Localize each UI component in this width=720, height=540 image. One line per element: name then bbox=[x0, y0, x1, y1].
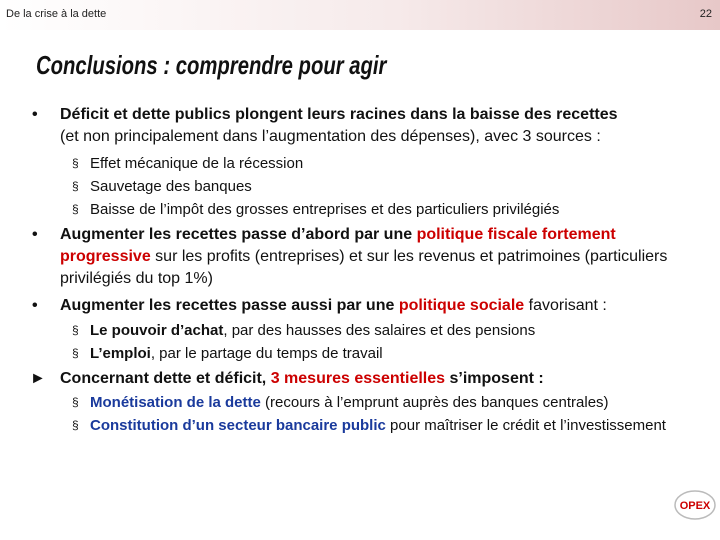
bullet-3 bbox=[30, 295, 700, 317]
header-bar bbox=[0, 0, 720, 30]
sub-item-bold: Le pouvoir d’achat bbox=[90, 322, 224, 339]
sub-marker: § bbox=[72, 323, 79, 337]
bullet-1-text-2: (et non principalement dans l’augmentation des dépenses), avec 3 sources : bbox=[60, 128, 601, 145]
sub-item-text: Baisse de l’impôt des grosses entreprises et des particuliers privilégiés bbox=[90, 201, 560, 218]
header-title: De la crise à la dette bbox=[6, 8, 107, 20]
sub-item bbox=[30, 199, 700, 220]
sub-item-text: pour maîtriser le crédit et l’investissement bbox=[385, 417, 666, 434]
sub-item bbox=[30, 343, 700, 364]
sub-marker: § bbox=[72, 202, 79, 216]
sub-marker: § bbox=[72, 395, 79, 409]
sub-item-blue: Constitution d’un secteur bancaire public bbox=[90, 417, 386, 434]
bullet-2-text-b: sur les profits (entreprises) et sur les revenus et patrimoines (particuliers privilégiés du top 1%) bbox=[60, 248, 668, 287]
slide-content bbox=[30, 104, 700, 438]
sub-item-blue: Monétisation de la dette bbox=[90, 394, 261, 411]
slide-title: Conclusions : comprendre pour agir bbox=[36, 50, 387, 80]
bullet-4 bbox=[30, 368, 700, 390]
opex-logo bbox=[672, 488, 718, 522]
sub-item-bold: L’emploi bbox=[90, 345, 151, 362]
bullet-3-highlight: politique sociale bbox=[398, 297, 525, 314]
sub-item-text: , par le partage du temps de travail bbox=[150, 345, 383, 362]
bullet-3-text-b: favorisant : bbox=[524, 297, 607, 314]
bullet-2-highlight: politique fiscale fortement progressive bbox=[60, 226, 616, 265]
bullet-1 bbox=[30, 104, 700, 148]
sub-item bbox=[30, 176, 700, 197]
sub-marker: § bbox=[72, 418, 79, 432]
sub-item bbox=[30, 415, 700, 436]
bullet-1-text: Déficit et dette publics plongent leurs racines dans la baisse des recettes bbox=[60, 106, 618, 123]
sub-marker: § bbox=[72, 179, 79, 193]
bullet-4-text-b: s’imposent : bbox=[445, 370, 544, 387]
page-number: 22 bbox=[699, 8, 712, 20]
logo-text: OPEX bbox=[679, 500, 711, 512]
bullet-marker: • bbox=[32, 297, 38, 314]
sub-marker: § bbox=[72, 156, 79, 170]
bullet-3-text-a: Augmenter les recettes passe aussi par une bbox=[60, 297, 399, 314]
bullet-marker: • bbox=[32, 226, 38, 243]
bullet-marker: • bbox=[32, 106, 38, 123]
sub-item bbox=[30, 320, 700, 341]
sub-item bbox=[30, 392, 700, 413]
sub-marker: § bbox=[72, 346, 79, 360]
arrow-marker: ► bbox=[30, 370, 46, 387]
sub-item-text: Sauvetage des banques bbox=[90, 178, 252, 195]
bullet-2-text-a: Augmenter les recettes passe d’abord par une bbox=[60, 226, 417, 243]
sub-item bbox=[30, 153, 700, 174]
bullet-4-highlight: 3 mesures essentielles bbox=[270, 370, 446, 387]
sub-item-text: , par des hausses des salaires et des pensions bbox=[223, 322, 536, 339]
bullet-4-text-a: Concernant dette et déficit, bbox=[60, 370, 271, 387]
sub-item-text: (recours à l’emprunt auprès des banques centrales) bbox=[260, 394, 609, 411]
sub-item-text: Effet mécanique de la récession bbox=[90, 155, 304, 172]
bullet-2 bbox=[30, 224, 700, 290]
